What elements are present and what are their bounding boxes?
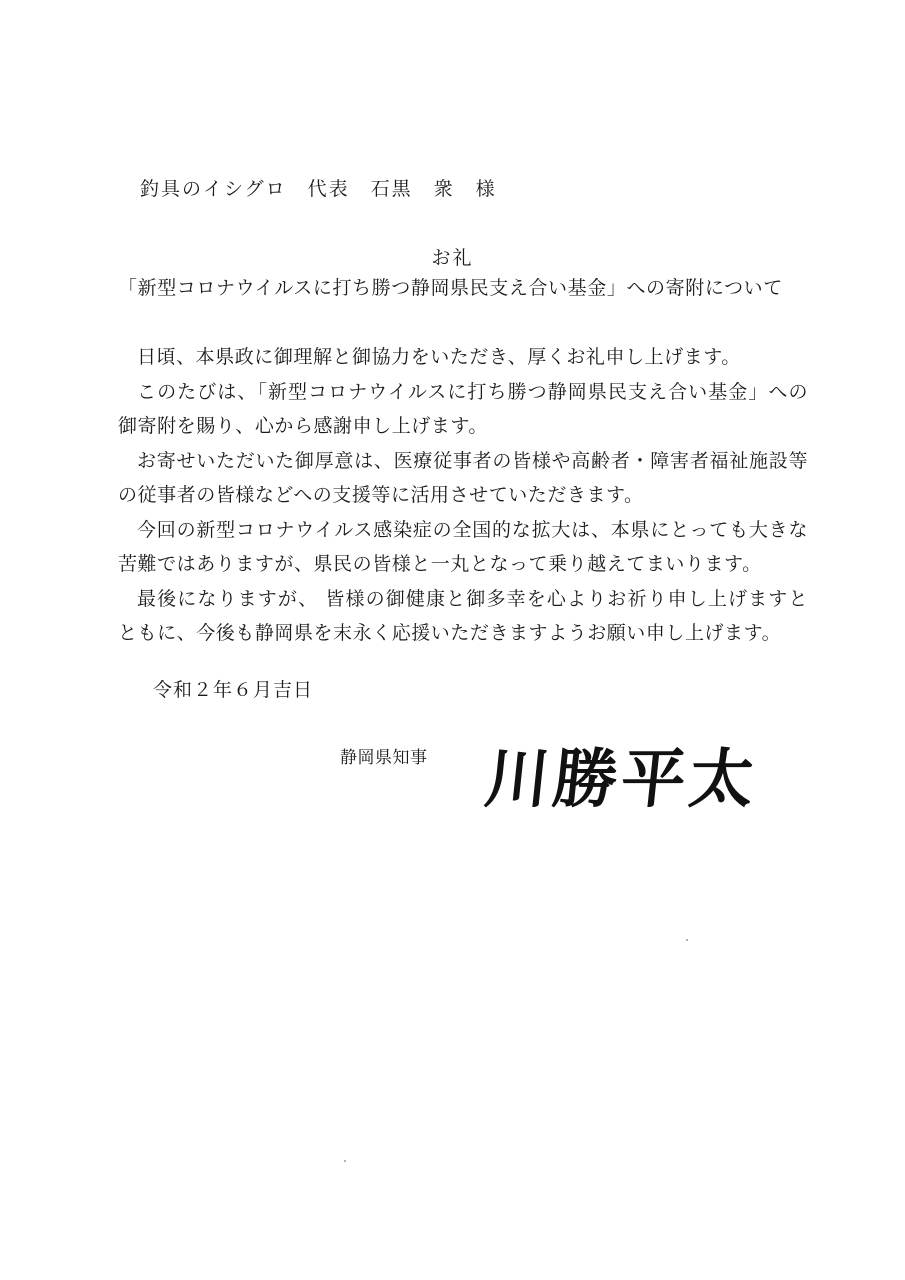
paragraph-closing: 最後になりますが、 皆様の御健康と御多幸を心よりお祈り申し上げますとともに、今後も静岡県を末永く応援いただきますようお願い申し上げます。 (118, 587, 808, 644)
paragraph-thanks: このたびは、「新型コロナウイルスに打ち勝つ静岡県民支え合い基金」への御寄附を賜り、心から感謝申し上げます。 (118, 380, 808, 437)
recipient-line: 釣具のイシグロ 代表 石黒 衆 様 (140, 178, 497, 200)
paragraph-greeting: 日頃、本県政に御理解と御協力をいただき、厚くお礼申し上げます。 (137, 346, 741, 368)
paragraph-pandemic: 今回の新型コロナウイルス感染症の全国的な拡大は、本県にとっても大きな苦難ではありますが、県民の皆様と一丸となって乗り越えてまいります。 (118, 518, 808, 575)
paragraph-usage: お寄せいただいた御厚意は、医療従事者の皆様や高齢者・障害者福祉施設等の従事者の皆様などへの支援等に活用させていただきます。 (118, 449, 808, 506)
signer-title: 静岡県知事 (340, 748, 428, 768)
letter-body (118, 340, 808, 651)
letter-subtitle: 「新型コロナウイルスに打ち勝つ静岡県民支え合い基金」への寄附について (118, 277, 783, 299)
letter-title: お礼 (431, 247, 474, 269)
paper-speck (686, 939, 688, 941)
handwritten-signature: 川勝平太 (481, 742, 762, 817)
paper-speck (344, 1160, 346, 1162)
letter-date: 令和２年６月吉日 (153, 679, 314, 701)
